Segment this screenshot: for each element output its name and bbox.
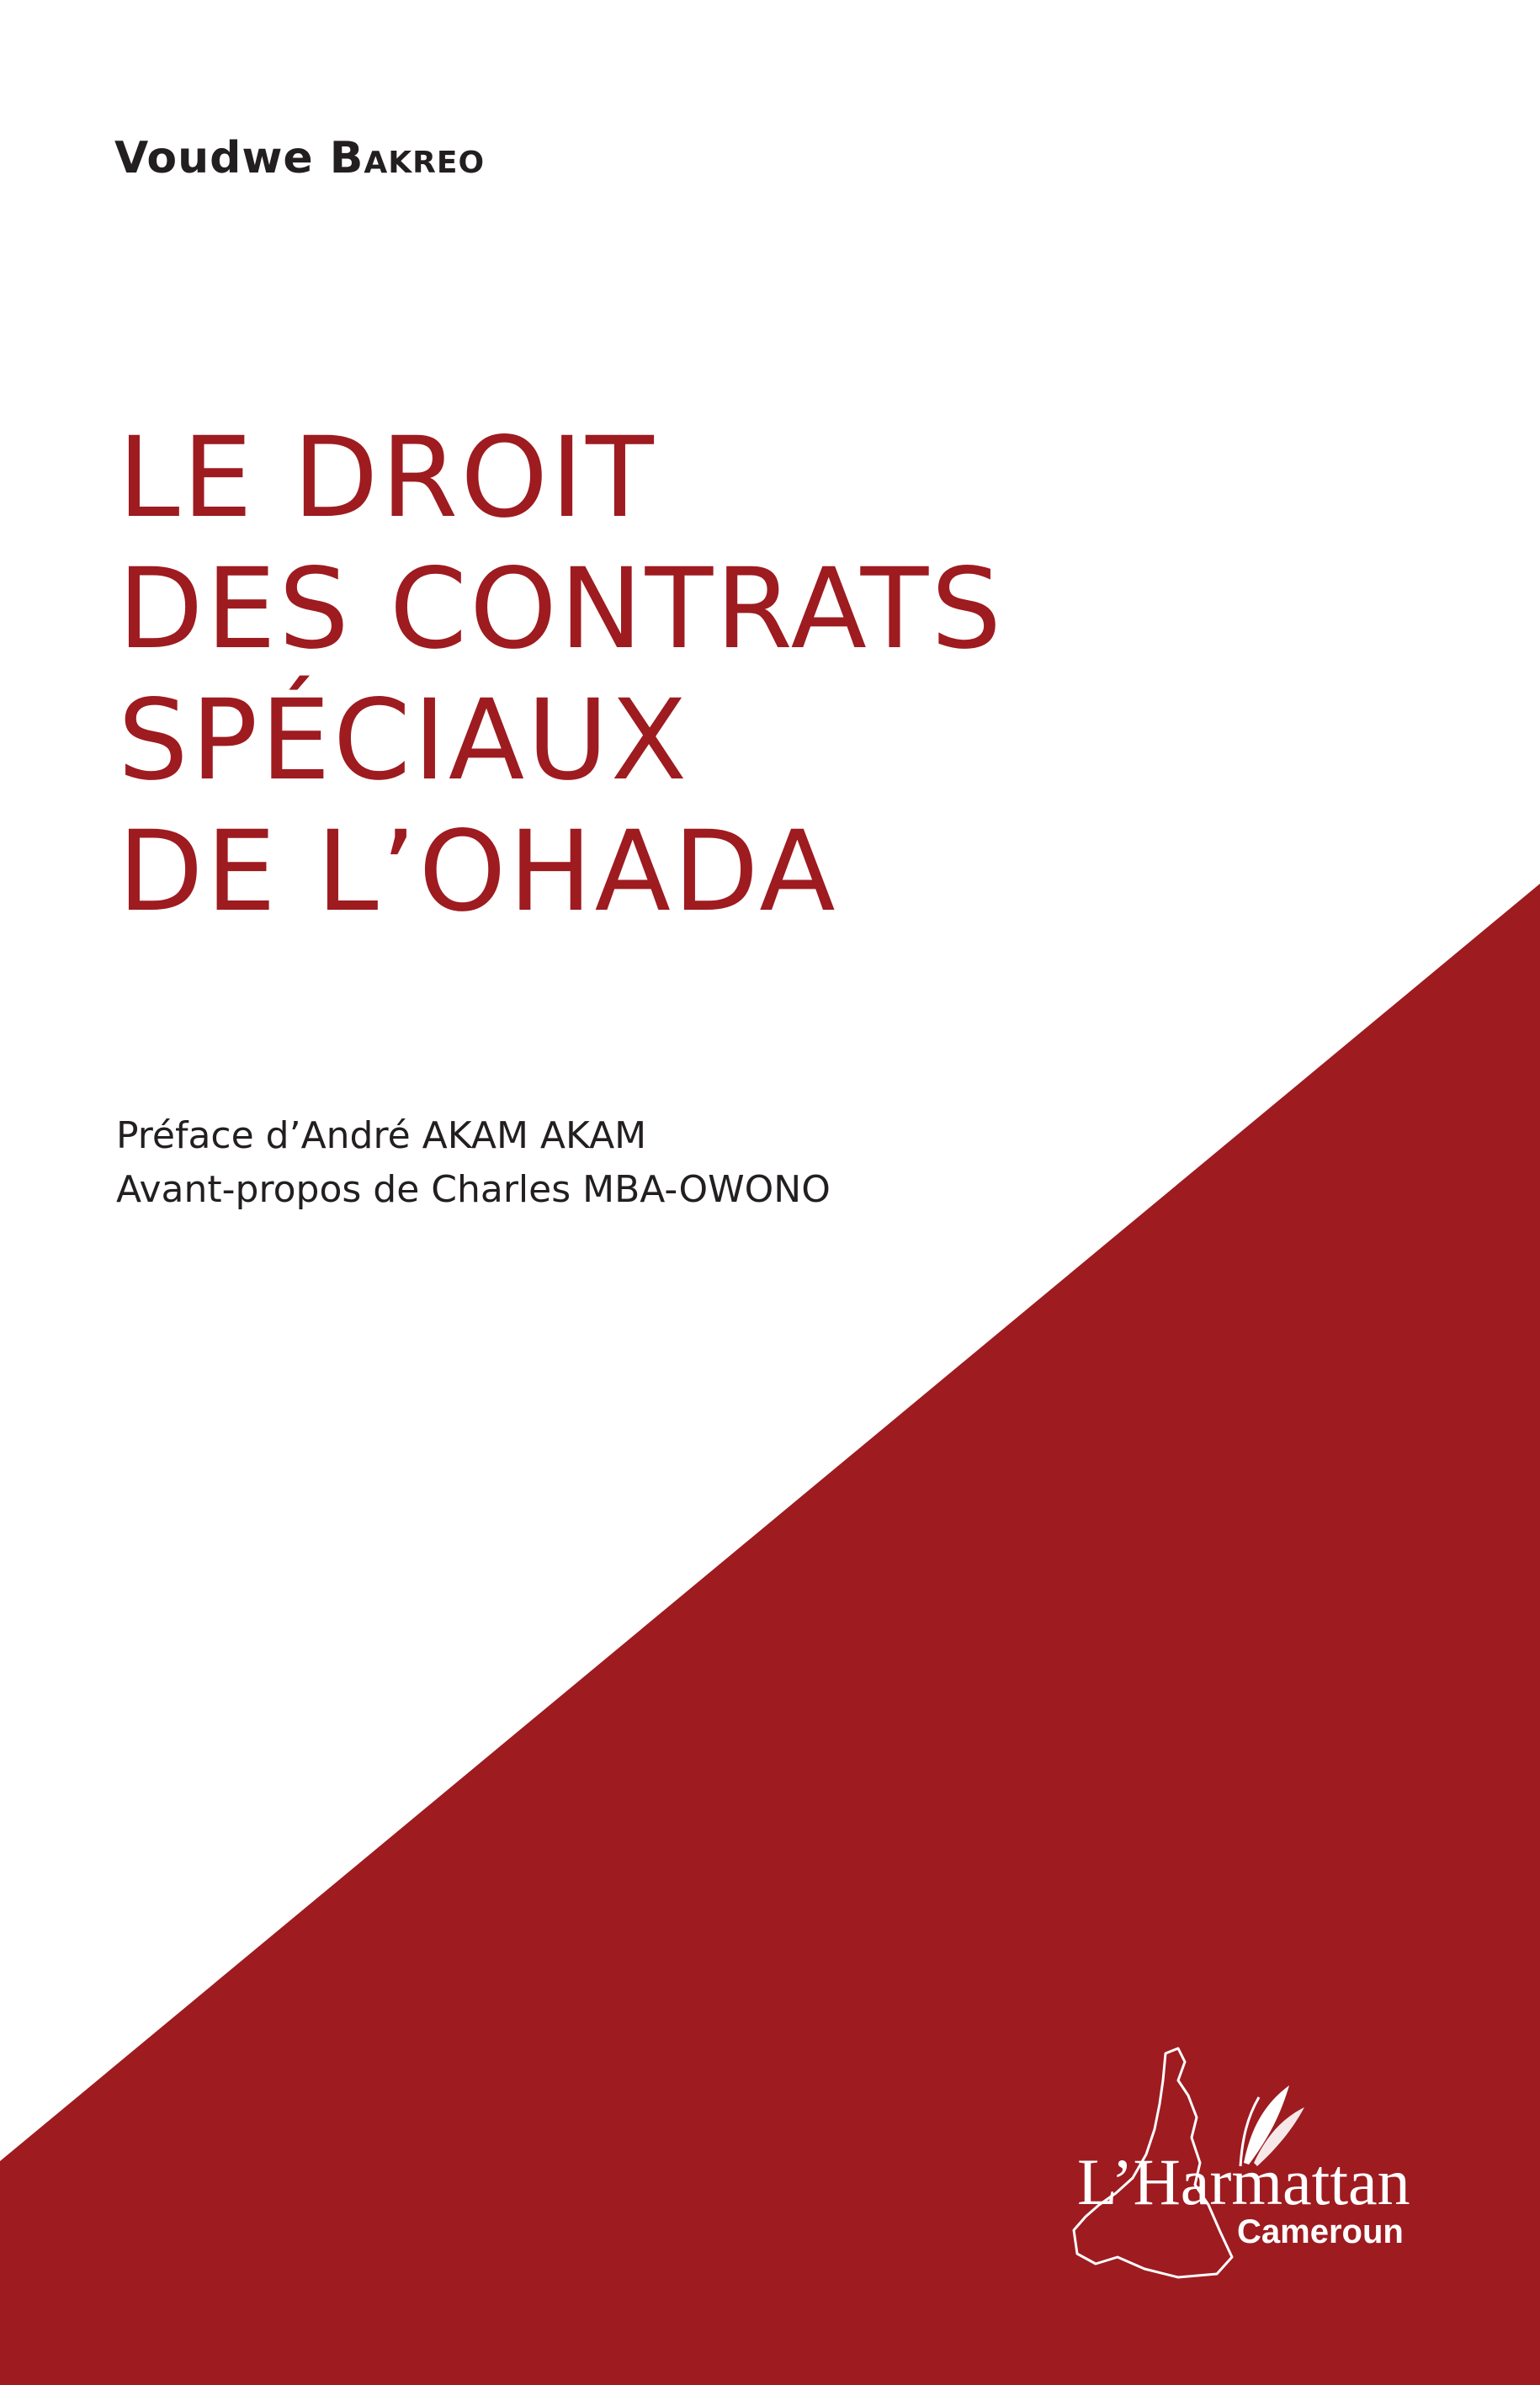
- title-line: DE L’OHADA: [118, 807, 838, 937]
- author-name: [114, 133, 485, 183]
- publisher-name: L’Harmattan: [1077, 2145, 1410, 2218]
- title-line: LE DROIT: [118, 413, 656, 543]
- publisher-subname: Cameroun: [1237, 2213, 1404, 2250]
- credits: [116, 1109, 831, 1217]
- publisher-logo: [1052, 2037, 1439, 2289]
- book-title: [118, 412, 1004, 938]
- preface-credit: Préface d’André AKAM AKAM: [116, 1114, 647, 1157]
- author-first-name: Voudwe: [114, 133, 330, 183]
- author-last-name: Bakreo: [329, 133, 486, 183]
- title-line: DES CONTRATS: [118, 544, 1005, 674]
- title-line: SPÉCIAUX: [118, 676, 690, 805]
- foreword-credit: Avant-propos de Charles MBA-OWONO: [116, 1168, 831, 1211]
